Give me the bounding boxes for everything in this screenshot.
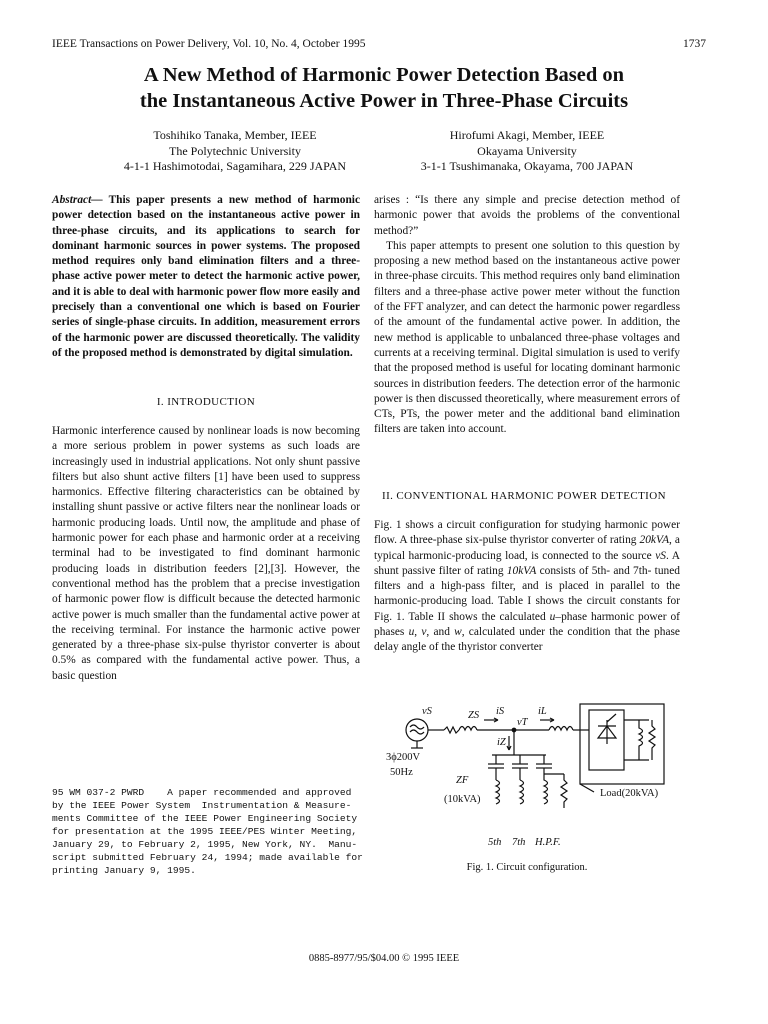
section-heading-introduction: I. INTRODUCTION	[156, 396, 256, 408]
label-load: Load(20kVA)	[600, 788, 659, 799]
page-number: 1737	[683, 38, 706, 50]
author-affiliation: Okayama University	[477, 143, 577, 158]
paragraph: This paper attempts to present one solution to this question by proposing a new method based on the instantaneous active power in three-phase circuits. This method requires only band elimination filters and a three-phase active power meter without the function of the FFT analyzer, and can detect the harmonic power regardless of the amount of the fundamental active power. In addition, the new method is applicable to unbalanced three-phase voltages and currents at a receiving terminal. Digital simulation is used to verify that the proposed method is useful for locating dominant harmonic sources in distribution feeders. The detection error of the harmonic power is then discussed theoretically, where measurement errors of CTs, PTs, the power meter and the additional band elimination filters are taken into account.	[374, 239, 680, 436]
label-zf: ZF	[456, 775, 469, 786]
label-vt: vT	[517, 717, 528, 728]
author-address: 4-1-1 Hashimotodai, Sagamihara, 229 JAPAN	[123, 159, 347, 173]
author-name: Toshihiko Tanaka, Member, IEEE	[153, 128, 317, 142]
journal-header: IEEE Transactions on Power Delivery, Vol. 10, No. 4, October 1995	[52, 38, 366, 50]
abstract-lead: Abstract—	[52, 194, 103, 206]
label-7th: 7th	[512, 837, 526, 848]
footnote: 95 WM 037-2 PWRD A paper recommended and approved by the IEEE Power System Instrumentation & Measure- ments Committee of the IEEE Power Engineering Society for presentation at the 1995 IEEE/PES Winter Meeting, January 29, to February 2, 1995, New York, NY. Manu- script submitted February 24, 1994; made available for printing January 9, 1995.	[52, 787, 363, 876]
label-source: 3ϕ200V	[386, 752, 421, 763]
load-inductor	[549, 727, 573, 731]
copyright-footer: 0885-8977/95/$04.00 © 1995 IEEE	[308, 953, 460, 964]
author-block-2	[362, 128, 692, 175]
label-filter-rating: (10kVA)	[444, 794, 481, 805]
title-line-1: A New Method of Harmonic Power Detection Based on	[143, 64, 625, 86]
title-line-2: the Instantaneous Active Power in Three-Phase Circuits	[139, 90, 629, 112]
abstract	[52, 193, 360, 361]
author-affiliation: The Polytechnic University	[169, 143, 301, 158]
label-is: iS	[496, 706, 505, 717]
figure-caption: Fig. 1. Circuit configuration.	[466, 862, 588, 873]
label-frequency: 50Hz	[390, 767, 413, 778]
right-column-text	[374, 193, 680, 438]
introduction-text	[52, 424, 360, 684]
author-name: Hirofumi Akagi, Member, IEEE	[449, 128, 605, 142]
label-hpf: H.P.F.	[535, 837, 561, 848]
paper-title	[20, 62, 748, 114]
paragraph: Fig. 1 shows a circuit configuration for studying harmonic power flow. A three-phase six-pulse thyristor converter of rating 20kVA, a typical harmonic-producing load, is connected to the source vS. A shunt passive filter of rating 10kVA consists of 5th- and 7th- tuned filters and a high-pass filter, and is placed in parallel to the harmonic-producing load. Table I shows the circuit constants for Fig. 1. Table II shows the calculated u–phase harmonic power of phases u, v, and w, calculated under the condition that the phase delay angle of the thyristor converter	[374, 519, 681, 654]
ac-source-symbol	[406, 719, 428, 741]
circuit-diagram	[384, 700, 684, 856]
paragraph: Harmonic interference caused by nonlinear loads is now becoming a more serious problem in power systems as such loads are increasingly used in industrial applications. Not only shunt passive filters but also shunt active filters [1] have been used to suppress harmonics. Effective filtering characteristics can be obtained by installing shunt passive or active filters near the nonlinear loads or harmonic producing loads. Until now, the amplitude and phase of harmonic power for each phase and harmonic order at a receiving terminal had to be investigated to find dominant harmonic producing loads in distribution feeders [2],[3]. However, the conventional method has the problem that a precise investigation of harmonic power flow is difficult because the detected harmonic active power is much smaller than the fundamental active power at the receiving terminal. For instance the harmonic active power generated by a three-phase six-pulse thyristor converter is about 0.5% as compared with the fundamental active power. Thus, a basic question	[52, 425, 360, 682]
label-il: iL	[538, 706, 547, 717]
label-5th: 5th	[488, 837, 502, 848]
abstract-text: This paper presents a new method of harmonic power detection based on the instantaneous active power in three-phase circuits, and its applications to search for dominant harmonic sources in power systems. The proposed method requires only band elimination filters and a three-phase active power meter to detect the harmonic active power, and it is able to deal with harmonic power flow more easily and precisely than a conventional one which is based on Fourier series of single-phase circuits. In addition, measurement errors of the harmonic power are discussed theoretically. The validity of the proposed method is demonstrated by digital simulation.	[52, 194, 360, 359]
section-heading-conventional: II. CONVENTIONAL HARMONIC POWER DETECTION	[382, 490, 666, 502]
source-impedance	[444, 727, 459, 733]
label-zs: ZS	[468, 710, 480, 721]
paragraph: arises : “Is there any simple and precise detection method of harmonic power that avoids the problems of the conventional method?”	[374, 194, 680, 237]
author-address: 3-1-1 Tsushimanaka, Okayama, 700 JAPAN	[420, 159, 634, 173]
label-iz: iZ	[497, 737, 506, 748]
conventional-text	[374, 518, 680, 656]
author-block-1	[70, 128, 400, 175]
label-vs: vS	[422, 706, 432, 717]
